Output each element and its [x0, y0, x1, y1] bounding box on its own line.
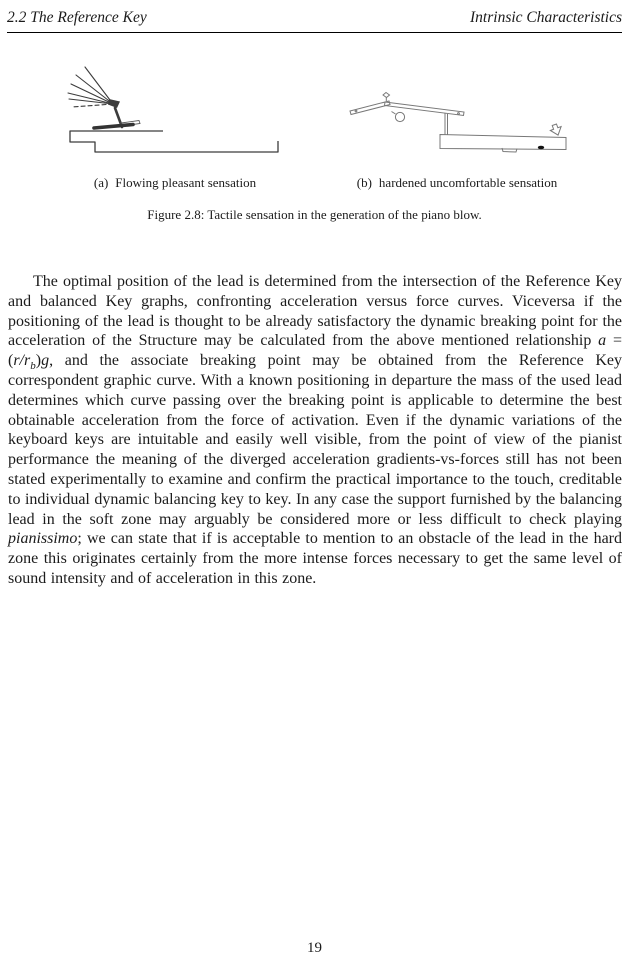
body-paragraph: The optimal position of the lead is determined from the intersection of the Reference Key and balanced Key graphs, confronting acceleration versus force curves. Viceversa if the positioning of the lead is thought to be already satisfactory the dynamic breaking point for the acceleration of the Structure may be calculated from the above mentioned relationship $a = (r/r_b)g$, and the associate breaking point may be obtained from the Reference Key correspondent graphic curve. With a known positioning in departure the mass of the used lead determines which curve passing over the breaking point is applicable to determine the best obtainable acceleration from the force of activation. Even if the dynamic variations of the keyboard keys are intuitable and easily well visible, from the point of view of the pianist performance the meaning of the diverged acceleration gradients-vs-forces still has not been stated experimentally to examine and confirm the practical importance to the touch, creditable to individual dynamic balancing key to key. In any case the support furnished by the balancing lead in the soft zone may arguably be considered more or less difficult to check playing pianissimo; we can state that if is acceptable to mention to an obstacle of the lead in the hard zone this originates certainly from the more intense forces necessary to get the same level of sound intensity and of acceleration in this zone.: [8, 273, 623, 587]
subfigure-b: [345, 84, 575, 162]
subfigure-a-caption: [40, 175, 310, 191]
subfigure-a: [63, 66, 290, 161]
subfigure-a-caption-text: Flowing pleasant sensation: [115, 175, 257, 190]
figure-caption: Figure 2.8: Tactile sensation in the generation of the piano blow.: [147, 207, 482, 222]
page-number: 19: [307, 940, 322, 956]
piano-action-sketch-b-icon: [345, 84, 575, 162]
piano-action-sketch-a-icon: [63, 66, 290, 161]
subfigure-b-label: (b): [356, 175, 372, 190]
subfigure-b-caption-text: hardened uncomfortable sensation: [378, 175, 558, 190]
running-header: [7, 9, 622, 33]
subfigure-captions: [0, 175, 629, 195]
header-section-title: 2.2 The Reference Key: [7, 9, 147, 26]
subfigure-b-caption: [317, 175, 597, 191]
header-chapter-title: Intrinsic Characteristics: [470, 9, 622, 26]
subfigure-a-label: (a): [93, 175, 109, 190]
